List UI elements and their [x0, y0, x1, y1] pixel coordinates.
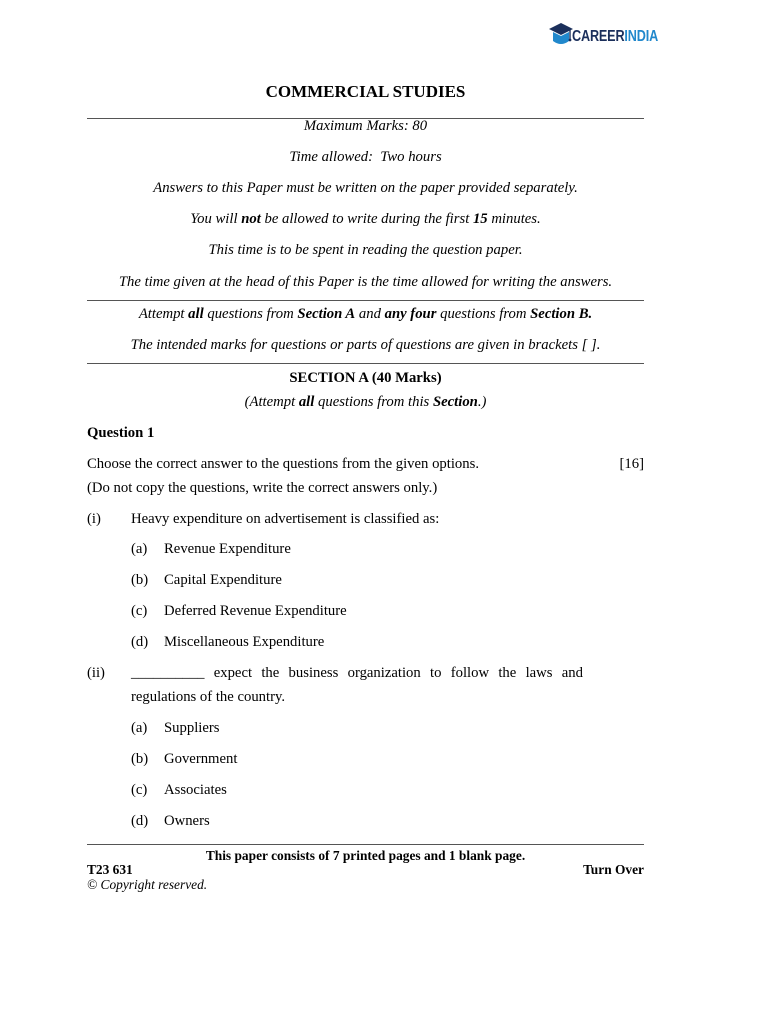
time-allowed: Time allowed: Two hours: [289, 149, 442, 165]
option-label: (b): [131, 751, 149, 767]
question-note: (Do not copy the questions, write the correct answers only.): [87, 480, 438, 496]
option-text: Revenue Expenditure: [164, 541, 291, 557]
careerindia-logo: [549, 21, 661, 47]
option-text: Owners: [164, 813, 210, 829]
no-write-text: minutes.: [487, 211, 541, 227]
part-question-text: Heavy expenditure on advertisement is classified as:: [131, 511, 440, 527]
section-instruction-emphasis: all: [298, 394, 315, 410]
answers-note: Answers to this Paper must be written on the paper provided separately.: [153, 180, 578, 196]
divider-middle: [87, 300, 644, 301]
no-write-emphasis: not: [241, 211, 261, 227]
section-instruction-section: Section: [432, 394, 478, 410]
part-number: (i): [87, 511, 101, 527]
section-instruction-text: questions from this: [314, 394, 433, 410]
part-question-text: __________ expect the business organization to follow the laws and: [131, 665, 583, 681]
question-prompt: Choose the correct answer to the questions from the given options.: [87, 456, 479, 472]
graduation-cap-icon: [549, 21, 573, 47]
option-text: Capital Expenditure: [164, 572, 282, 588]
reading-time-note: This time is to be spent in reading the question paper.: [208, 242, 523, 258]
no-write-instruction: [87, 211, 644, 228]
paper-title: COMMERCIAL STUDIES: [265, 82, 466, 101]
no-write-minutes: 15: [472, 211, 488, 227]
divider-footer: [87, 844, 644, 845]
option-label: (a): [131, 720, 148, 736]
attempt-text: questions from: [203, 306, 298, 322]
logo-text-india: INDIA: [624, 28, 659, 45]
option-text: Suppliers: [164, 720, 220, 736]
part-number: (ii): [87, 665, 105, 681]
turn-over-label: Turn Over: [583, 862, 644, 877]
option-text: Deferred Revenue Expenditure: [164, 603, 347, 619]
divider-section: [87, 363, 644, 364]
attempt-emphasis: all: [188, 306, 204, 322]
time-head-note: The time given at the head of this Paper is the time allowed for writing the answers.: [118, 274, 613, 290]
attempt-text: and: [355, 306, 385, 322]
no-write-text: You will: [190, 211, 242, 227]
section-a-heading: SECTION A (40 Marks): [289, 370, 442, 386]
option-label: (c): [131, 603, 148, 619]
copyright-notice: © Copyright reserved.: [87, 877, 208, 892]
attempt-any-four: any four: [384, 306, 437, 322]
option-text: Miscellaneous Expenditure: [164, 634, 325, 650]
attempt-text: questions from: [436, 306, 531, 322]
attempt-section-b: Section B.: [530, 306, 593, 322]
logo-text-career: CAREER: [572, 28, 625, 45]
logo-wordmark: [572, 29, 658, 45]
cap-tassel-end: [569, 39, 572, 42]
question-marks: [16]: [619, 456, 644, 472]
section-instruction-text: (Attempt: [244, 394, 299, 410]
marks-note: The intended marks for questions or parts of questions are given in brackets [ ].: [130, 337, 601, 353]
part-question-text-continued: regulations of the country.: [131, 689, 286, 705]
option-label: (b): [131, 572, 149, 588]
option-label: (c): [131, 782, 148, 798]
option-text: Government: [164, 751, 238, 767]
attempt-section-a: Section A: [297, 306, 356, 322]
no-write-text: be allowed to write during the first: [260, 211, 473, 227]
option-label: (d): [131, 634, 149, 650]
pages-note: This paper consists of 7 printed pages and 1 blank page.: [205, 848, 526, 863]
option-label: (a): [131, 541, 148, 557]
option-text: Associates: [164, 782, 227, 798]
attempt-text: Attempt: [138, 306, 189, 322]
question-title: Question 1: [87, 425, 155, 441]
section-instruction-text: .): [477, 394, 487, 410]
maximum-marks: Maximum Marks: 80: [303, 118, 428, 134]
option-label: (d): [131, 813, 149, 829]
section-a-instruction: [87, 394, 644, 411]
attempt-instruction: [87, 306, 644, 323]
paper-code: T23 631: [87, 862, 133, 877]
